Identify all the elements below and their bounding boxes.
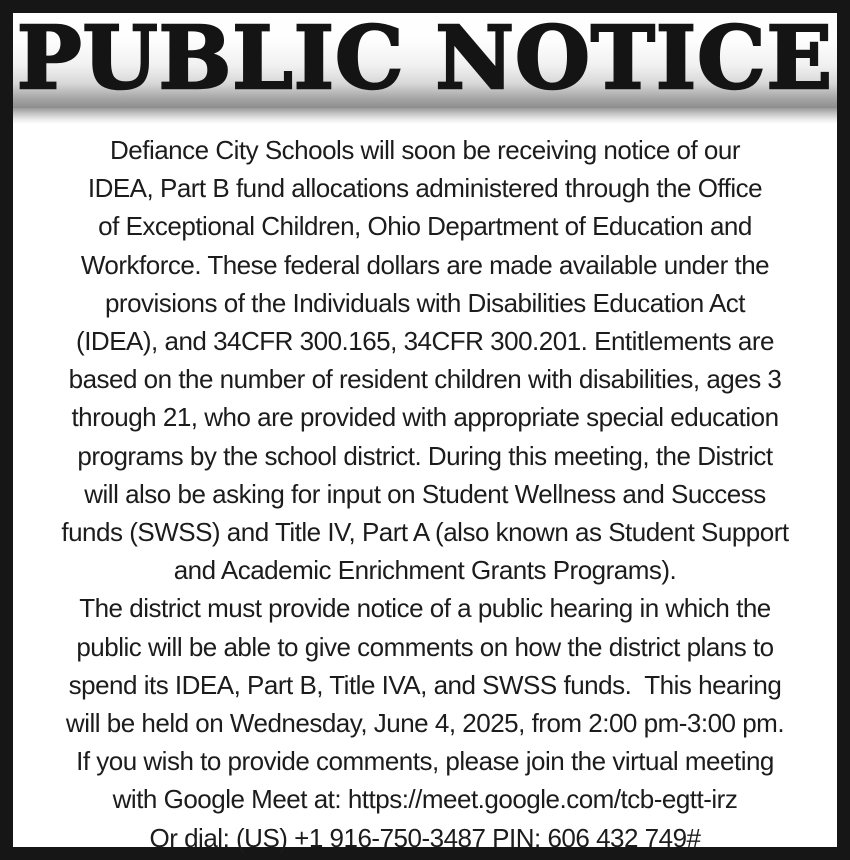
notice-header-band (13, 7, 837, 109)
notice-line: will also be asking for input on Student Wellness and Success (84, 478, 766, 509)
notice-line: through 21, who are provided with appropriate special education (71, 402, 779, 433)
notice-line: provisions of the Individuals with Disabilities Education Act (104, 287, 746, 318)
notice-title: PUBLIC NOTICE (16, 7, 834, 109)
notice-line: If you wish to provide comments, please join the virtual meeting (76, 746, 774, 777)
notice-line: public will be able to give comments on how the district plans to (76, 631, 774, 662)
notice-line: Workforce. These federal dollars are made available under the (80, 249, 770, 280)
header-shadow-fade (13, 108, 837, 124)
notice-line: IDEA, Part B fund allocations administered through the Office (87, 173, 763, 204)
notice-line: will be held on Wednesday, June 4, 2025, from 2:00 pm-3:00 pm. (65, 708, 785, 739)
notice-line: programs by the school district. During this meeting, the District (77, 440, 773, 471)
notice-line: and Academic Enrichment Grants Programs). (173, 555, 677, 586)
notice-line: Or dial: (US) +1 916-750-3487 PIN: 606 432 749# (149, 822, 701, 853)
notice-line: of Exceptional Children, Ohio Department of Education and (98, 211, 752, 242)
notice-line: funds (SWSS) and Title IV, Part A (also known as Student Support (61, 517, 789, 548)
notice-line: Defiance City Schools will soon be receiving notice of our (109, 135, 740, 165)
notice-line: spend its IDEA, Part B, Title IVA, and SWSS funds. This hearing (68, 669, 782, 700)
notice-line: (IDEA), and 34CFR 300.165, 34CFR 300.201. Entitlements are (76, 326, 774, 357)
notice-body-text (13, 124, 837, 857)
notice-line: based on the number of resident children with disabilities, ages 3 (68, 364, 782, 395)
notice-line: The district must provide notice of a public hearing in which the (79, 593, 771, 624)
notice-line: with Google Meet at: https://meet.google.com/tcb-egtt-irz (112, 784, 738, 815)
